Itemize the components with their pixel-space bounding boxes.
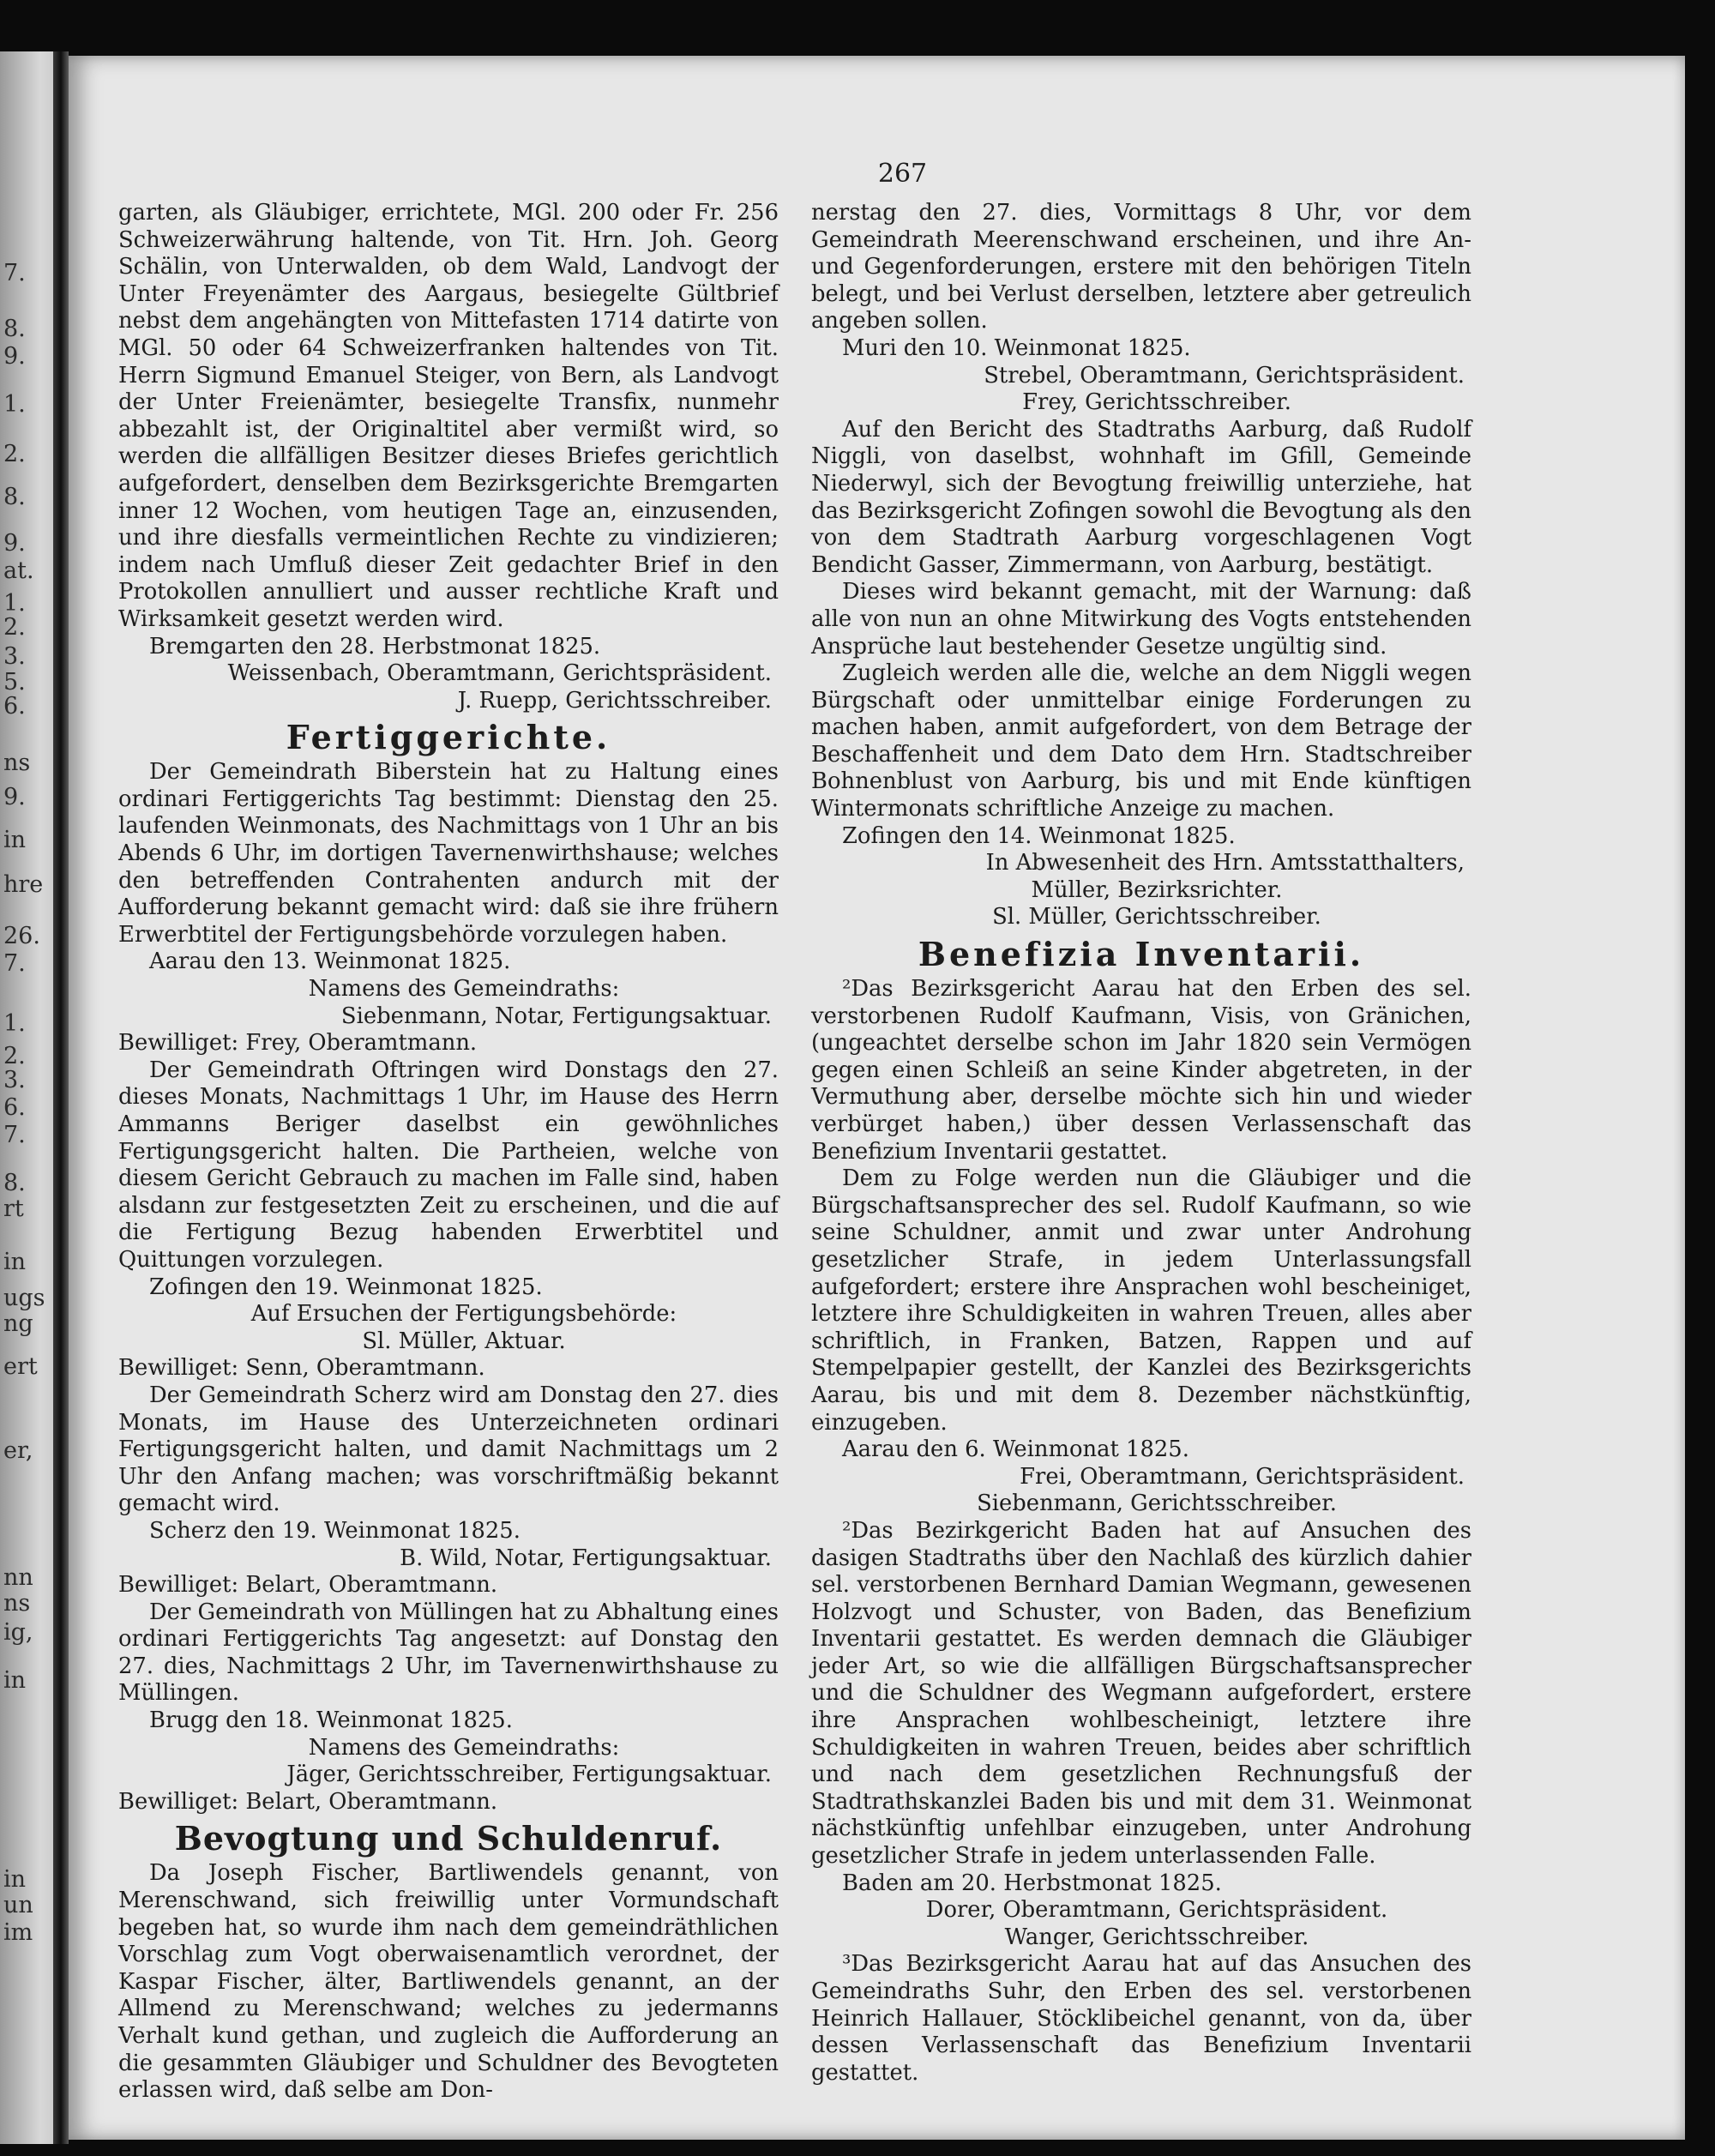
notice-paragraph: Bewilliget: Belart, Oberamtmann.: [118, 1572, 498, 1599]
dateline: Scherz den 19. Weinmonat 1825.: [149, 1517, 521, 1544]
notice-paragraph: Der Gemeindrath Scherz wird am Donstag den 27. dies Monats, im Hause des Unterzeichneten ordinari Fertigungsgericht halten, und damit Nachmittags um 2 Uhr den Anfang machen; was vorschriftmäßig bekannt gemacht wird.: [118, 1382, 779, 1517]
margin-fragment: er,: [3, 1437, 33, 1464]
notice-paragraph: Bewilliget: Frey, Oberamtmann.: [118, 1030, 478, 1057]
signature-line: Jäger, Gerichtsschreiber, Fertigungsaktuar.: [286, 1762, 772, 1788]
margin-fragment: ns: [3, 750, 31, 776]
margin-fragment: nn: [3, 1564, 33, 1591]
newspaper-page: [69, 56, 1685, 2140]
book-gutter: [53, 51, 69, 2144]
signature-line: Auf Ersuchen der Fertigungsbehörde:: [250, 1301, 677, 1328]
dateline: Bremgarten den 28. Herbstmonat 1825.: [149, 633, 601, 659]
margin-fragment: 1.: [3, 391, 26, 418]
notice-paragraph: ²Das Bezirksgericht Aarau hat den Erben des sel. verstorbenen Rudolf Kaufmann, Visis, von Gränichen, (ungeachtet derselbe schon im Jahr 1820 sein Vermögen gegen einen Schleiß an seine Kinder abgetreten, in der Vermuthung aber, derselbe möchte sich hin und wieder verbürget haben,) über dessen Verlassenschaft das Benefizium Inventarii gestattet.: [811, 976, 1471, 1165]
page-number: 267: [877, 159, 928, 189]
margin-fragment: 9.: [3, 343, 26, 370]
margin-fragment: 8.: [3, 484, 26, 510]
notice-paragraph: Der Gemeindrath Oftringen wird Donstags den 27. dieses Monats, Nachmittags 1 Uhr, im Hause des Herrn Ammanns Beriger daselbst ein gewöhnliches Fertigungsgericht halten. Die Partheien, welche von diesem Gericht Gebrauch zu machen im Falle sind, haben alsdann zur festgesetzten Zeit zu erscheinen, und die auf die Fertigung Bezug habenden Erwerbtitel und Quittungen vorzulegen.: [118, 1057, 779, 1273]
signature-line: Namens des Gemeindraths:: [308, 976, 620, 1003]
dateline: Aarau den 6. Weinmonat 1825.: [842, 1436, 1189, 1463]
margin-fragment: 6.: [3, 1094, 26, 1121]
margin-fragment: ng: [3, 1310, 33, 1337]
signature-line: J. Ruepp, Gerichtsschreiber.: [457, 687, 772, 714]
margin-fragment: ns: [3, 1590, 31, 1617]
dateline: Aarau den 13. Weinmonat 1825.: [149, 949, 511, 975]
signature-line: Frey, Gerichtsschreiber.: [1022, 389, 1291, 416]
notice-paragraph: nerstag den 27. dies, Vormittags 8 Uhr, vor dem Gemeindrath Meerenschwand erscheinen, und ihre An- und Gegenforderungen, erstere mit den behörigen Titeln belegt, und bei Verlust derselben, letztere aber getreulich angeben sollen.: [811, 200, 1471, 334]
notice-paragraph: ²Das Bezirkgericht Baden hat auf Ansuchen des dasigen Stadtraths über den Nachlaß des kürzlich dahier sel. verstorbenen Bernhard Damian Wegmann, gewesenen Holzvogt und Schuster, von Baden, das Benefizium Inventarii gestattet. Es werden demnach die Gläubiger jeder Art, so wie die allfälligen Bürgschaftsansprecher und die Schuldner des Wegmann aufgefordert, erstere ihre Ansprachen wohlbescheinigt, letztere ihre Schuldigkeiten in wahren Treuen, beides aber schriftlich und nach dem gesetzlichen Rechnungsfuß der Stadtrathskanzlei Baden bis und mit dem 31. Weinmonat nächstkünftig unfehlbar einzugeben, unter Androhung gesetzlicher Strafe in jedem unterlassenden Falle.: [811, 1517, 1471, 1870]
margin-fragment: rt: [3, 1195, 24, 1222]
margin-fragment: 1.: [3, 590, 26, 617]
signature-line: Siebenmann, Notar, Fertigungsaktuar.: [340, 1003, 772, 1029]
margin-fragment: in: [3, 1249, 27, 1275]
notice-paragraph: Zugleich werden alle die, welche an dem Niggli wegen Bürgschaft oder unmittelbar einige Forderungen zu machen haben, anmit aufgefordert, von dem Betrage der Beschaffenheit und dem Dato dem Hrn. Stadtschreiber Bohnenblust von Aarburg, bis und mit Ende künftigen Wintermonats schriftliche Anzeige zu machen.: [811, 660, 1471, 822]
margin-fragment: ig,: [3, 1619, 33, 1646]
dateline: Brugg den 18. Weinmonat 1825.: [149, 1707, 513, 1734]
signature-line: Müller, Bezirksrichter.: [1031, 876, 1283, 903]
signature-line: In Abwesenheit des Hrn. Amtsstatthalters,: [985, 850, 1465, 876]
notice-paragraph: Bewilliget: Belart, Oberamtmann.: [118, 1788, 498, 1815]
notice-paragraph: Da Joseph Fischer, Bartliwendels genannt, von Merenschwand, sich freiwillig unter Vormundschaft begeben hat, so wurde ihm nach dem gemeindräthlichen Vorschlag zum Vogt oberwaisenamtlich verordnet, der Kaspar Fischer, älter, Bartliwendels genannt, an der Allmend zu Merenschwand; welches zu jedermanns Verhalt kund gethan, und zugleich die Aufforderung an die gesammten Gläubiger und Schuldner des Bevogteten erlassen wird, daß selbe am Don-: [118, 1860, 779, 2104]
margin-fragment: 2.: [3, 1043, 26, 1069]
dateline: Zofingen den 19. Weinmonat 1825.: [149, 1274, 543, 1300]
left-column: [118, 200, 779, 2104]
notice-paragraph: Bewilliget: Senn, Oberamtmann.: [118, 1355, 485, 1382]
signature-line: Namens des Gemeindraths:: [308, 1734, 620, 1761]
margin-fragment: 9.: [3, 784, 26, 810]
margin-fragment: 1.: [3, 1010, 26, 1037]
margin-fragment: 2.: [3, 441, 26, 467]
margin-fragment: in: [3, 827, 27, 853]
margin-fragment: at.: [3, 557, 34, 584]
margin-fragment: in: [3, 1667, 27, 1694]
margin-fragment: 8.: [3, 1170, 26, 1196]
margin-fragment: 5.: [3, 669, 26, 696]
margin-fragment: in: [3, 1866, 27, 1893]
margin-fragment: ert: [3, 1353, 38, 1380]
notice-paragraph: garten, als Gläubiger, errichtete, MGl. 200 oder Fr. 256 Schweizerwährung haltende, von Tit. Hrn. Joh. Georg Schälin, von Unterwalden, ob dem Wald, Landvogt der Unter Freyenämter des Aargaus, besiegelte Gültbrief nebst dem angehängten von Mittefasten 1714 datirte von MGl. 50 oder 64 Schweizerfranken haltendes von Tit. Herrn Sigmund Emanuel Steiger, von Bern, als Landvogt der Unter Freienämter, besiegelte Transfix, nunmehr abbezahlt ist, der Originaltitel aber vermißt wird, so werden die allfälligen Besitzer dieses Briefes gerichtlich aufgefordert, denselben dem Bezirksgerichte Bremgarten inner 12 Wochen, vom heutigen Tage an, einzusenden, und ihre diesfalls vermeintlichen Rechte zu vindizieren; indem nach Umfluß dieser Zeit gedachter Brief in den Protokollen annulliert und ausser rechtliche Kraft und Wirksamkeit gesetzt werden wird.: [118, 200, 779, 632]
signature-line: Sl. Müller, Aktuar.: [362, 1328, 566, 1354]
margin-fragment: 7.: [3, 260, 26, 286]
signature-line: Dorer, Oberamtmann, Gerichtspräsident.: [925, 1897, 1388, 1924]
margin-fragment: 6.: [3, 693, 26, 720]
section-heading: Bevogtung und Schuldenruf.: [174, 1819, 723, 1858]
margin-fragment: 3.: [3, 1067, 26, 1093]
notice-paragraph: Dem zu Folge werden nun die Gläubiger und die Bürgschaftsansprecher des sel. Rudolf Kaufmann, so wie seine Schuldner, anmit und zwar unter Androhung gesetzlicher Strafe, in jedem Unterlassungsfall aufgefordert; erstere ihre Ansprachen wohl bescheiniget, letztere ihre Schuldigkeiten in wahren Treuen, alles aber schriftlich, in Franken, Batzen, Rappen und auf Stempelpapier gestellt, der Kanzlei des Bezirksgerichts Aarau, bis und mit dem 8. Dezember nächstkünftig, einzugeben.: [811, 1165, 1471, 1436]
dateline: Zofingen den 14. Weinmonat 1825.: [842, 822, 1236, 849]
section-heading: Fertiggerichte.: [286, 718, 611, 757]
signature-line: Wanger, Gerichtsschreiber.: [1004, 1924, 1309, 1950]
notice-paragraph: Der Gemeindrath Biberstein hat zu Haltung eines ordinari Fertiggerichts Tag bestimmt: Dienstag den 25. laufenden Weinmonats, des Nachmittags von 1 Uhr an bis Abends 6 Uhr, im dortigen Tavernenwirthshause; welches den betreffenden Contrahenten andurch mit der Aufforderung bekannt gemacht wird: daß sie ihre frühern Erwerbtitel der Fertigungsbehörde vorzulegen haben.: [118, 759, 779, 948]
margin-fragment: 7.: [3, 950, 26, 977]
margin-fragment: 7.: [3, 1122, 26, 1148]
margin-fragment: un: [3, 1892, 33, 1918]
signature-line: Siebenmann, Gerichtsschreiber.: [977, 1491, 1337, 1517]
dateline: Muri den 10. Weinmonat 1825.: [842, 334, 1191, 361]
dateline: Baden am 20. Herbstmonat 1825.: [842, 1870, 1222, 1896]
margin-fragment: 3.: [3, 643, 26, 670]
margin-fragment: hre: [3, 871, 44, 898]
section-heading: Benefizia Inventarii.: [918, 935, 1365, 974]
margin-fragment: im: [3, 1919, 33, 1946]
margin-fragment: 9.: [3, 530, 26, 557]
margin-fragment: 2.: [3, 614, 26, 641]
signature-line: Strebel, Oberamtmann, Gerichtspräsident.: [984, 362, 1465, 388]
notice-paragraph: Dieses wird bekannt gemacht, mit der Warnung: daß alle von nun an ohne Mitwirkung des Vogts entstehenden Ansprüche laut bestehender Gesetze ungültig sind.: [811, 579, 1471, 659]
signature-line: Weissenbach, Oberamtmann, Gerichtspräsident.: [227, 660, 772, 687]
notice-paragraph: Der Gemeindrath von Müllingen hat zu Abhaltung eines ordinari Fertiggerichts Tag angesetzt: auf Donstag den 27. dies, Nachmittags 2 Uhr, im Tavernenwirthshause zu Müllingen.: [118, 1599, 779, 1707]
notice-paragraph: ³Das Bezirksgericht Aarau hat auf das Ansuchen des Gemeindraths Suhr, den Erben des sel. verstorbenen Heinrich Hallauer, Stöcklibeichel genannt, von da, über dessen Verlassenschaft das Benefizium Inventarii gestattet.: [811, 1951, 1471, 2086]
margin-fragment: 8.: [3, 316, 26, 342]
signature-line: B. Wild, Notar, Fertigungsaktuar.: [400, 1545, 772, 1571]
margin-fragment: 26.: [3, 923, 40, 949]
margin-fragment: ugs: [3, 1285, 45, 1311]
signature-line: Sl. Müller, Gerichtsschreiber.: [992, 904, 1321, 930]
signature-line: Frei, Oberamtmann, Gerichtspräsident.: [1020, 1463, 1465, 1490]
notice-paragraph: Auf den Bericht des Stadtraths Aarburg, daß Rudolf Niggli, von daselbst, wohnhaft im Gfill, Gemeinde Niederwyl, sich der Bevogtung freiwillig unterziehe, hat das Bezirksgericht Zofingen sowohl die Bevogtung als den von dem Stadtrath Aarburg vorgeschlagenen Vogt Bendicht Gasser, Zimmermann, von Aarburg, bestätigt.: [811, 416, 1471, 578]
right-column: [811, 200, 1471, 2086]
